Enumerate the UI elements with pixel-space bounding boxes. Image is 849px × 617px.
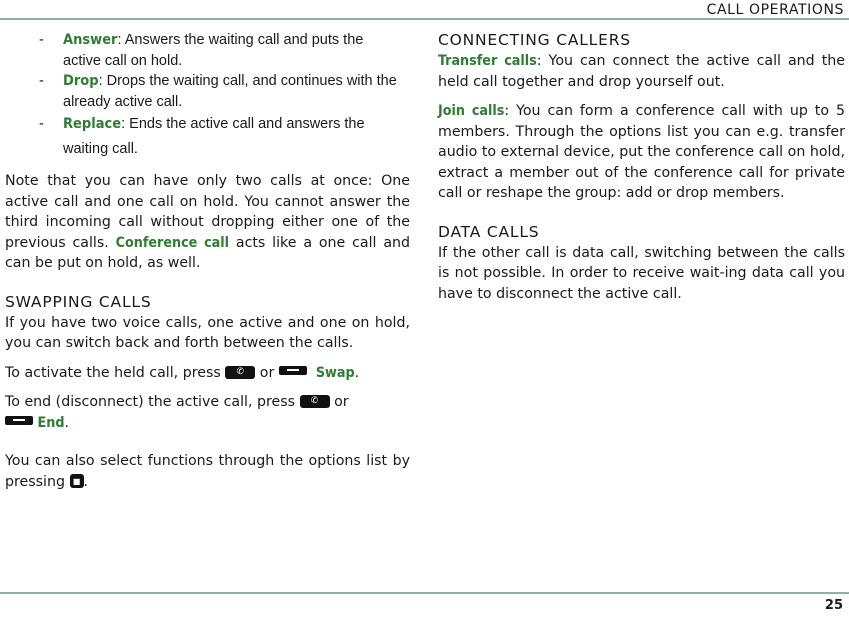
end-label: End	[37, 414, 65, 431]
data-calls-paragraph: If the other call is data call, switching between the calls is not possible. In order to receive wait-ing data call you have to disconnect the active call.	[438, 244, 845, 302]
end-call-key-icon: ✆	[300, 395, 330, 408]
list-item	[5, 30, 410, 71]
join-paragraph	[438, 101, 845, 204]
header-rule	[0, 18, 849, 20]
answer-text: : Answers the waiting call and puts the active call on hold.	[63, 32, 364, 69]
header-title: CALL OPERATIONS	[706, 2, 844, 18]
join-calls-label: Join calls	[438, 103, 505, 119]
drop-text: : Drops the waiting call, and continues with the already active call.	[63, 73, 397, 110]
list-dash: -	[39, 32, 44, 48]
answer-label: Answer	[63, 32, 118, 48]
conference-call-label: Conference call	[115, 234, 230, 251]
page-number: 25	[824, 598, 843, 613]
softkey-icon	[279, 366, 307, 375]
end-paragraph: To end (disconnect) the active call, press ✆ or End.	[5, 394, 349, 431]
call-key-icon: ✆	[225, 366, 255, 379]
list-item	[5, 112, 410, 162]
period: .	[83, 473, 89, 490]
transfer-calls-label: Transfer calls	[438, 53, 537, 69]
list-dash: -	[39, 116, 44, 132]
data-calls-heading: DATA CALLS	[438, 222, 540, 241]
note-text-1: Note that you can have only two calls at once: One active call and one call on hold. You cannot answer the third incoming call without dropping either one of the previous calls.	[5, 173, 410, 251]
swapping-paragraph: If you have two voice calls, one active and one on hold, you can switch back and forth between the calls.	[5, 314, 410, 351]
options-paragraph	[5, 451, 410, 492]
end-text: To end (disconnect) the active call, press	[5, 394, 296, 410]
drop-label: Drop	[63, 73, 99, 89]
options-key-icon: ■	[70, 474, 84, 488]
transfer-paragraph	[438, 51, 845, 92]
or-text: or	[334, 394, 349, 410]
replace-text: : Ends the active call and answers the waiting call.	[63, 116, 365, 157]
right-column	[438, 30, 845, 304]
join-text: : You can form a conference call with up to 5 members. Through the options list you can e.g. transfer audio to external device, put the conference call on hold, extract a member out of the conference call for private call or reshape the group: add or drop members.	[438, 103, 845, 201]
swap-label: Swap	[315, 364, 355, 381]
connecting-heading: CONNECTING CALLERS	[438, 31, 631, 49]
footer-rule	[0, 592, 849, 594]
left-column	[5, 30, 410, 492]
list-item	[5, 71, 410, 112]
or-text: or	[259, 364, 275, 381]
options-text: You can also select functions through the options list by pressing	[5, 453, 410, 490]
swapping-heading: SWAPPING CALLS	[5, 292, 152, 311]
note-text-2: acts like a one call and can be put on hold, as well.	[5, 234, 411, 271]
activate-paragraph: To activate the held call, press ✆ or Swap.	[5, 364, 360, 381]
list-dash: -	[39, 73, 44, 89]
transfer-text: : You can connect the active call and the held call together and drop yourself out.	[438, 53, 845, 90]
activate-text: To activate the held call, press	[5, 364, 221, 381]
replace-label: Replace	[63, 116, 122, 132]
softkey-icon	[5, 416, 33, 425]
note-paragraph	[5, 171, 410, 274]
waiting-call-options-list	[5, 30, 410, 162]
